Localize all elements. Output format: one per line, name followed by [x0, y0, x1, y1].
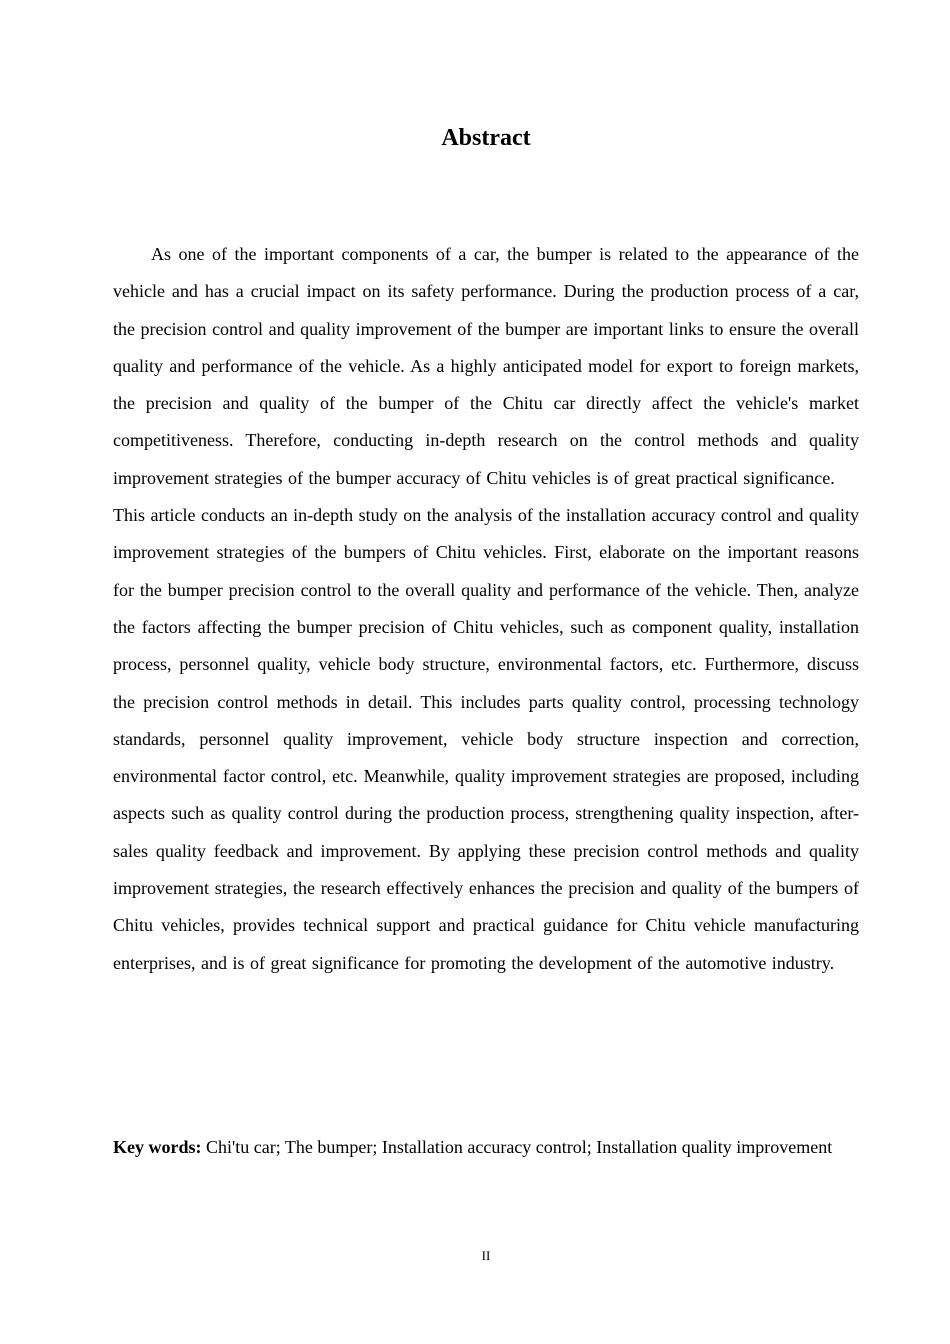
- abstract-paragraph-2: This article conducts an in-depth study on the analysis of the installation accuracy control and quality improvement strategies of the bumpers of Chitu vehicles. First, elaborate on the important reasons for the bumper precision control to the overall quality and performance of the vehicle. Then, analyze the factors affecting the bumper precision of Chitu vehicles, such as component quality, installation process, personnel quality, vehicle body structure, environmental factors, etc. Furthermore, discuss the precision control methods in detail. This includes parts quality control, processing technology standards, personnel quality improvement, vehicle body structure inspection and correction, environmental factor control, etc. Meanwhile, quality improvement strategies are proposed, including aspects such as quality control during the production process, strengthening quality inspection, after-sales quality feedback and improvement. By applying these precision control methods and quality improvement strategies, the research effectively enhances the precision and quality of the bumpers of Chitu vehicles, provides technical support and practical guidance for Chitu vehicle manufacturing enterprises, and is of great significance for promoting the development of the automotive industry.: [113, 505, 859, 973]
- abstract-heading: Abstract: [441, 125, 531, 151]
- keywords-line: [113, 1129, 859, 1166]
- page-number: II: [481, 1248, 491, 1263]
- abstract-paragraph-1: As one of the important components of a car, the bumper is related to the appearance of the vehicle and has a crucial impact on its safety performance. During the production process of a car, the precision control and quality improvement of the bumper are important links to ensure the overall quality and performance of the vehicle. As a highly anticipated model for export to foreign markets, the precision and quality of the bumper of the Chitu car directly affect the vehicle's market competitiveness. Therefore, conducting in-depth research on the control methods and quality improvement strategies of the bumper accuracy of Chitu vehicles is of great practical significance.: [113, 244, 859, 488]
- keywords-label: Key words:: [113, 1137, 202, 1157]
- keywords-text: Chi'tu car; The bumper; Installation accuracy control; Installation quality improvement: [206, 1137, 833, 1157]
- abstract-body: [113, 236, 859, 982]
